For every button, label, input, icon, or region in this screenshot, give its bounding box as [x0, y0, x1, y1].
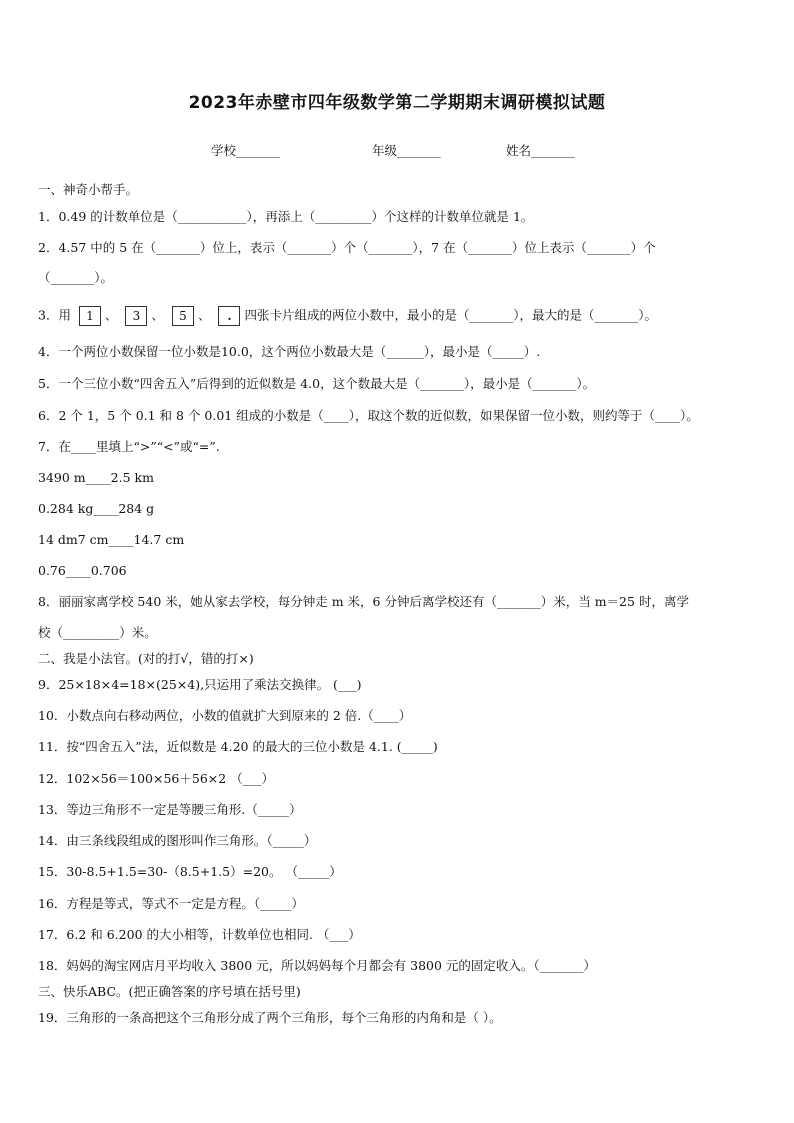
separator: 、: [104, 307, 118, 323]
question-14: 14．由三条线段组成的图形叫作三角形。（_____）: [38, 833, 317, 848]
digit-card-5: 5: [172, 306, 194, 326]
grade-field: 年级_______: [372, 143, 441, 158]
name-field: 姓名_______: [506, 143, 575, 158]
separator: 、: [151, 307, 164, 323]
compare-item: 0.76____0.706: [38, 563, 127, 578]
compare-item: 0.284 kg____284 g: [38, 501, 155, 516]
question-15: 15．30-8.5+1.5=30-（8.5+1.5）=20。 （_____）: [38, 864, 342, 879]
question-1: 1．0.49 的计数单位是（___________），再添上（_________）个这样的计数单位就是 1。: [38, 209, 534, 224]
section-3-heading: 三、快乐ABC。(把正确答案的序号填在括号里): [38, 984, 301, 999]
question-2: 2．4.57 中的 5 在（_______）位上，表示（_______）个（_______），7 在（_______）位上表示（_______）个: [38, 240, 656, 255]
question-9: 9．25×18×4=18×(25×4),只运用了乘法交换律。 (___): [38, 677, 362, 692]
digit-card-1: 1: [79, 306, 101, 326]
question-17: 17．6.2 和 6.200 的大小相等，计数单位也相同. （___）: [38, 927, 361, 942]
question-5: 5．一个三位小数“四舍五入”后得到的近似数是 4.0，这个数最大是（_______），最小是（_______）。: [38, 376, 596, 391]
question-10: 10．小数点向右移动两位，小数的值就扩大到原来的 2 倍.（____）: [38, 708, 412, 723]
section-1-heading: 一、神奇小帮手。: [38, 182, 139, 197]
compare-item: 14 dm7 cm____14.7 cm: [38, 532, 185, 547]
question-3: [38, 306, 657, 326]
question-7: 7．在____里填上“>”“<”或“=”.: [38, 439, 220, 454]
compare-item: 3490 m____2.5 km: [38, 470, 154, 485]
question-2-continued: （_______）。: [38, 270, 114, 285]
question-3-prefix: 3．用: [38, 307, 71, 323]
decimal-point-card: .: [218, 306, 240, 326]
question-16: 16．方程是等式，等式不一定是方程。（_____）: [38, 896, 304, 911]
separator: 、: [197, 307, 211, 323]
school-field: 学校_______: [211, 143, 280, 158]
question-19: 19．三角形的一条高把这个三角形分成了两个三角形，每个三角形的内角和是（ ）。: [38, 1010, 502, 1025]
digit-card-3: 3: [125, 306, 147, 326]
section-2-heading: 二、我是小法官。(对的打√，错的打×): [38, 651, 254, 666]
question-8-continued: 校（_________）米。: [38, 625, 157, 640]
question-8: 8．丽丽家离学校 540 米，她从家去学校，每分钟走 m 米，6 分钟后离学校还有（_______）米，当 m＝25 时，离学: [38, 594, 689, 609]
page-title: 2023年赤壁市四年级数学第二学期期末调研模拟试题: [188, 93, 606, 113]
question-6: 6．2 个 1，5 个 0.1 和 8 个 0.01 组成的小数是（____），取这个数的近似数，如果保留一位小数，则约等于（____）。: [38, 408, 699, 423]
question-3-suffix: 四张卡片组成的两位小数中，最小的是（_______），最大的是（_______）。: [244, 307, 657, 323]
question-18: 18．妈妈的淘宝网店月平均收入 3800 元，所以妈妈每个月都会有 3800 元的固定收入。（_______）: [38, 958, 596, 973]
question-4: 4．一个两位小数保留一位小数是10.0，这个两位小数最大是（______），最小是（_____）.: [38, 344, 541, 359]
question-11: 11．按“四舍五入”法，近似数是 4.20 的最大的三位小数是 4.1. (_____): [38, 739, 438, 754]
question-13: 13．等边三角形不一定是等腰三角形.（_____）: [38, 802, 302, 817]
question-12: 12．102×56＝100×56＋56×2 （___）: [38, 771, 274, 786]
